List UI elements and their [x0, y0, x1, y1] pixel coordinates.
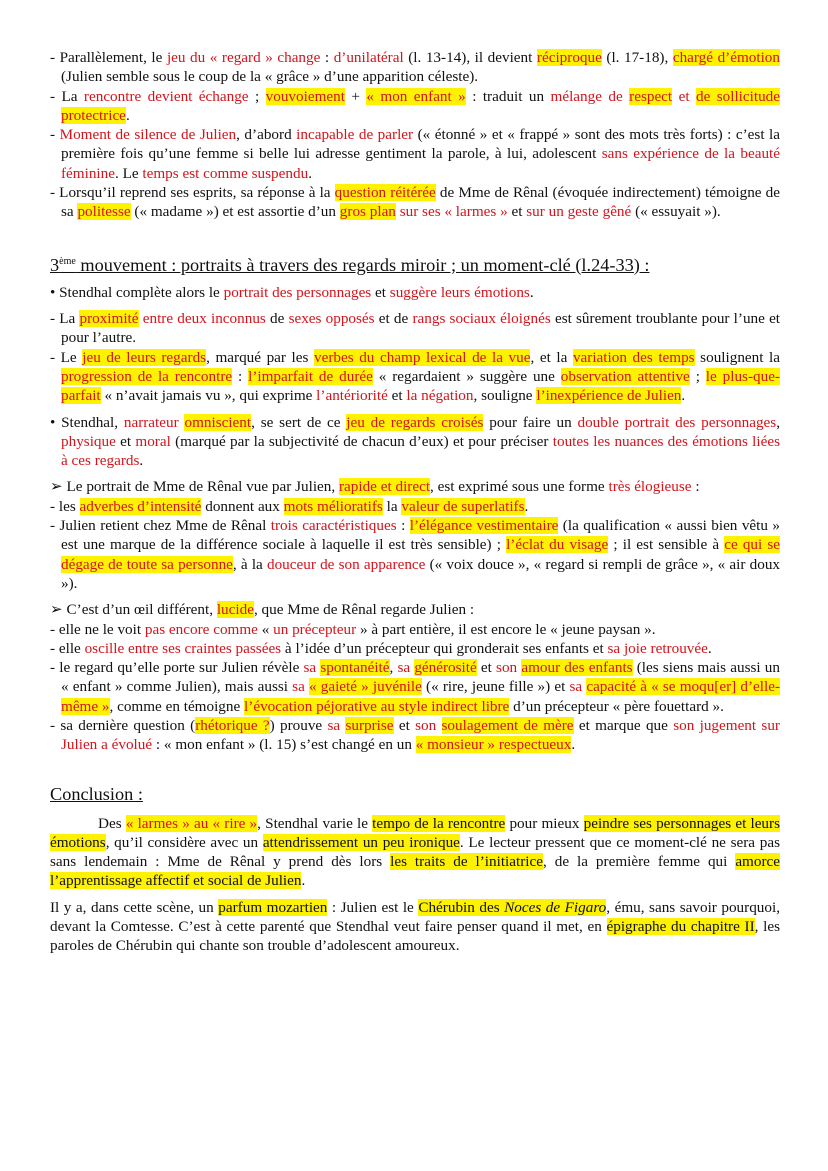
emphasis: toutes les nuances des émotions liées à ces regards	[61, 432, 780, 470]
text: et	[371, 283, 390, 301]
text: , souligne	[473, 387, 537, 405]
section-heading-3	[50, 251, 780, 276]
text: ,	[776, 413, 781, 431]
text: pour mieux	[505, 814, 584, 832]
paragraph-regard-revele	[50, 658, 780, 716]
text: et de	[374, 310, 413, 328]
text: - les	[50, 497, 80, 515]
emphasis: physique	[61, 432, 116, 450]
text: , que Mme de Rênal regarde Julien :	[253, 601, 475, 619]
paragraph-precepteur	[50, 620, 780, 639]
paragraph-proximite	[50, 309, 780, 348]
highlight: amour des enfants	[521, 659, 633, 677]
text: : Julien est le	[327, 898, 419, 916]
text: , à la	[232, 555, 267, 573]
text: et	[387, 387, 407, 405]
text: (« essuyait »).	[631, 203, 721, 221]
paragraph-reponse-julien	[50, 183, 780, 222]
paragraph-narrateur	[50, 413, 780, 471]
emphasis: double portrait des personnages	[577, 413, 777, 431]
emphasis: rangs sociaux éloignés	[412, 310, 551, 328]
emphasis: un précepteur	[273, 620, 357, 638]
highlight: valeur de superlatifs	[401, 497, 525, 515]
text: ) prouve	[269, 717, 328, 734]
text: .	[707, 639, 712, 657]
text: . Le	[114, 164, 143, 182]
text: d’un précepteur « père fouettard ».	[509, 697, 724, 715]
text: .	[681, 387, 686, 405]
text: ; il est sensible à	[608, 536, 725, 554]
paragraph-rencontre-echange	[50, 87, 780, 126]
text: - La	[50, 87, 84, 105]
text: de Mme de Rênal (évoquée indirectement) témoigne de sa	[61, 184, 780, 221]
text: .	[125, 106, 130, 124]
emphasis: narrateur	[123, 413, 185, 431]
paragraph-caracteristiques	[50, 516, 780, 593]
text: (l. 13-14), il devient	[403, 49, 537, 66]
emphasis: moral	[135, 432, 171, 450]
text: , ému, sans savoir pourquoi, devant la Comtesse. C’est à cette parenté que Stendhal veut faire penser quand il met, en	[50, 898, 780, 936]
highlight: les traits de l’initiatrice	[390, 853, 543, 871]
document-page	[50, 48, 780, 956]
emphasis: portrait des personnages	[223, 283, 372, 301]
text: - Parallèlement, le	[50, 49, 167, 66]
highlight: politesse	[77, 203, 131, 221]
highlight: lucide	[216, 601, 254, 619]
highlight: l’imparfait de durée	[248, 367, 373, 385]
emphasis: sexes opposés	[288, 310, 375, 328]
highlight: mots mélioratifs	[283, 497, 383, 515]
highlight: « larmes » au « rire »	[125, 814, 258, 832]
highlight: proximité	[79, 310, 139, 328]
text: .	[301, 872, 306, 890]
paragraph-jeu-regards	[50, 348, 780, 406]
conclusion-paragraph-2	[50, 898, 780, 956]
highlight: « monsieur » respectueux	[415, 736, 572, 754]
highlight: verbes du champ lexical de la vue	[314, 348, 531, 366]
text: pour faire un	[483, 413, 578, 431]
text: et	[115, 432, 136, 450]
text: « regardaient » suggère une	[372, 367, 561, 385]
text: à l’idée d’un précepteur qui gronderait ses enfants et	[281, 639, 608, 657]
text: , d’abord	[236, 126, 297, 144]
heading-text: mouvement : portraits à travers des regards miroir ; un moment-clé (l.24-33) :	[75, 254, 650, 275]
highlight: « mon enfant »	[366, 87, 466, 105]
highlight: l’élégance vestimentaire	[409, 517, 559, 535]
emphasis: sans expérience de la beauté féminine	[61, 145, 781, 182]
highlight: l’éclat du visage	[506, 536, 609, 554]
highlight: vouvoiement	[265, 87, 345, 105]
text: , qu’il considère avec un	[105, 833, 263, 851]
highlight: surprise	[345, 717, 394, 734]
text: - elle ne le voit	[50, 620, 145, 638]
emphasis: trois caractéristiques	[270, 517, 397, 535]
emphasis: entre deux inconnus	[142, 310, 266, 328]
text: :	[691, 478, 700, 496]
emphasis: sa	[569, 678, 587, 696]
highlight: question réitérée	[334, 184, 436, 202]
text: » à part entière, il est encore le « jeune paysan ».	[356, 620, 656, 638]
text: - Julien retient chez Mme de Rênal	[50, 517, 271, 535]
text: (la qualification « aussi bien vêtu » est une marque de la différence sociale à laquelle il est très sensible) ;	[61, 517, 781, 554]
paragraph-oscille	[50, 639, 780, 658]
heading-superscript: ème	[59, 255, 76, 267]
paragraph-portrait-intro	[50, 283, 780, 302]
paragraph-silence-julien	[50, 125, 780, 183]
highlight: respect	[629, 87, 673, 105]
emphasis: jeu du « regard » change	[166, 49, 321, 66]
text: (« madame ») et est assortie d’un	[130, 203, 340, 221]
emphasis: sa	[303, 659, 321, 677]
text: la	[382, 497, 402, 515]
emphasis: incapable de parler	[296, 126, 414, 144]
text: • Stendhal complète alors le	[50, 283, 224, 301]
emphasis: sur un geste gêné	[526, 203, 632, 221]
highlight: spontanéité	[320, 659, 390, 677]
text: ;	[689, 367, 706, 385]
emphasis: mélange de	[550, 87, 630, 105]
emphasis: sa joie retrouvée	[607, 639, 708, 657]
highlight-italic: Noces de Figaro	[504, 898, 607, 916]
text: (« étonné » et « frappé » sont des mots très forts) : c’est la première fois qu’une femme si belle lui adresse gentiment la parole, à lui, adolescent	[61, 126, 781, 163]
text: (les siens mais aussi un « enfant » comme Julien), mais aussi	[61, 659, 780, 696]
text: - Lorsqu’il reprend ses esprits, sa réponse à la	[50, 184, 335, 202]
highlight: le plus-que-parfait	[61, 367, 780, 405]
highlight: variation des temps	[572, 348, 695, 366]
emphasis: son	[496, 659, 522, 677]
highlight: adverbes d’intensité	[79, 497, 202, 515]
emphasis: pas encore comme	[144, 620, 258, 638]
text: ;	[248, 87, 266, 105]
highlight: rapide et direct	[338, 478, 431, 496]
text: , se sert de ce	[251, 413, 347, 431]
text: - le regard qu’elle porte sur Julien révèle	[50, 659, 304, 677]
text: +	[344, 87, 367, 105]
text: , Stendhal varie le	[257, 814, 373, 832]
text: ➢ Le portrait de Mme de Rênal vue par Julien,	[50, 478, 339, 496]
emphasis: suggère leurs émotions	[389, 283, 530, 301]
text: donnent aux	[201, 497, 284, 515]
text: , de la première femme qui	[543, 853, 736, 871]
text: soulignent la	[694, 348, 781, 366]
text: , les paroles de Chérubin qui chante son trouble d’adolescent amoureux.	[50, 918, 780, 955]
highlight: soulagement de mère	[441, 717, 574, 734]
emphasis: sa	[327, 717, 346, 734]
highlight: jeu de regards croisés	[346, 413, 484, 431]
text: - Le	[50, 348, 83, 366]
emphasis: d’unilatéral	[333, 49, 404, 66]
highlight: progression de la rencontre	[61, 367, 233, 385]
conclusion-paragraph-1	[50, 814, 780, 891]
text: :	[320, 49, 334, 66]
text: est sûrement troublante pour l’une et pour l’autre.	[61, 310, 781, 347]
highlight: amorce l’apprentissage affectif et social de Julien	[50, 853, 780, 890]
highlight: réciproque	[536, 49, 602, 66]
highlight: générosité	[414, 659, 477, 677]
emphasis: son	[415, 717, 442, 734]
text: , est exprimé sous une forme	[430, 478, 609, 496]
text: .	[571, 736, 576, 754]
text: : « mon enfant » (l. 15) s’est changé en un	[152, 736, 416, 754]
text: «	[257, 620, 274, 638]
emphasis: sa	[292, 678, 309, 696]
emphasis: Moment de silence de Julien	[59, 126, 237, 144]
highlight: Chérubin des	[418, 898, 505, 916]
paragraph-regard-change	[50, 48, 780, 87]
highlight: observation attentive	[560, 367, 690, 385]
text: :	[232, 367, 249, 385]
emphasis: la négation	[406, 387, 474, 405]
highlight: attendrissement un peu ironique	[262, 833, 460, 851]
highlight: tempo de la rencontre	[372, 814, 506, 832]
highlight: rhétorique ?	[195, 717, 270, 734]
highlight: épigraphe du chapitre II	[606, 918, 755, 936]
emphasis: douceur de son apparence	[266, 555, 426, 573]
text: Des	[98, 814, 126, 832]
text: (Julien semble sous le coup de la « grâce » d’une apparition céleste).	[61, 68, 479, 86]
highlight: chargé d’émotion	[672, 49, 780, 66]
highlight: « gaieté » juvénile	[309, 678, 422, 696]
emphasis: rencontre devient échange	[83, 87, 249, 105]
text: (« rire, jeune fille ») et	[421, 678, 570, 696]
text: - La	[50, 310, 80, 328]
text: .	[139, 452, 144, 470]
emphasis: son jugement sur Julien a évolué	[61, 717, 780, 754]
text: -	[50, 126, 60, 144]
paragraph-oeil-different	[50, 600, 780, 619]
highlight: capacité à « se moqu[er] d’elle-même »	[61, 678, 781, 715]
text: .	[308, 164, 312, 182]
text: .	[529, 283, 534, 301]
emphasis: très élogieuse	[608, 478, 692, 496]
text: « n’avait jamais vu », qui exprime	[100, 387, 317, 405]
emphasis: oscille entre ses craintes passées	[84, 639, 282, 657]
text: , marqué par les	[206, 348, 314, 366]
text: et	[507, 203, 527, 221]
text: (marqué par la subjectivité de chacun d’eux) et pour préciser	[170, 432, 553, 450]
text: (l. 17-18),	[601, 49, 673, 66]
text: de	[265, 310, 289, 328]
text: , comme en témoigne	[109, 697, 245, 715]
highlight: l’inexpérience de Julien	[536, 387, 682, 405]
highlight: gros plan	[339, 203, 396, 221]
paragraph-portrait-renal	[50, 477, 780, 496]
conclusion-heading: Conclusion :	[50, 783, 143, 804]
text: et marque que	[573, 717, 674, 734]
highlight: de sollicitude protectrice	[61, 87, 780, 124]
text: : traduit un	[465, 87, 551, 105]
highlight: parfum mozartien	[218, 898, 328, 916]
highlight: jeu de leurs regards	[82, 348, 207, 366]
heading-number: 3	[50, 254, 60, 275]
text: . Le lecteur pressent que ce moment-clé ne sera pas sans lendemain : Mme de Rênal y prend dès lors	[50, 833, 780, 871]
highlight: l’évocation péjorative au style indirect libre	[244, 697, 510, 715]
emphasis: l’antériorité	[316, 387, 388, 405]
text: (« voix douce », « regard si rempli de grâce », « air doux »).	[61, 555, 781, 592]
text: ,	[389, 659, 398, 677]
highlight: peindre ses personnages et leurs émotions	[50, 814, 780, 851]
text: et	[476, 659, 497, 677]
text: , et la	[530, 348, 573, 366]
highlight: ce qui se dégage de toute sa personne	[61, 536, 781, 573]
emphasis: sa	[397, 659, 415, 677]
text: Il y a, dans cette scène, un	[50, 898, 219, 916]
text: • Stendhal,	[50, 413, 124, 431]
text: .	[524, 497, 529, 515]
paragraph-derniere-question	[50, 716, 780, 755]
text: - elle	[50, 639, 85, 657]
emphasis: sur ses « larmes »	[399, 203, 508, 221]
emphasis: temps est comme suspendu	[142, 164, 309, 182]
emphasis: et	[672, 87, 696, 105]
text: ➢ C’est d’un œil différent,	[50, 601, 217, 619]
highlight: omniscient	[184, 413, 252, 431]
paragraph-adverbes	[50, 497, 780, 516]
text: - sa dernière question (	[50, 717, 196, 734]
text: et	[393, 717, 416, 734]
text: :	[396, 517, 410, 535]
